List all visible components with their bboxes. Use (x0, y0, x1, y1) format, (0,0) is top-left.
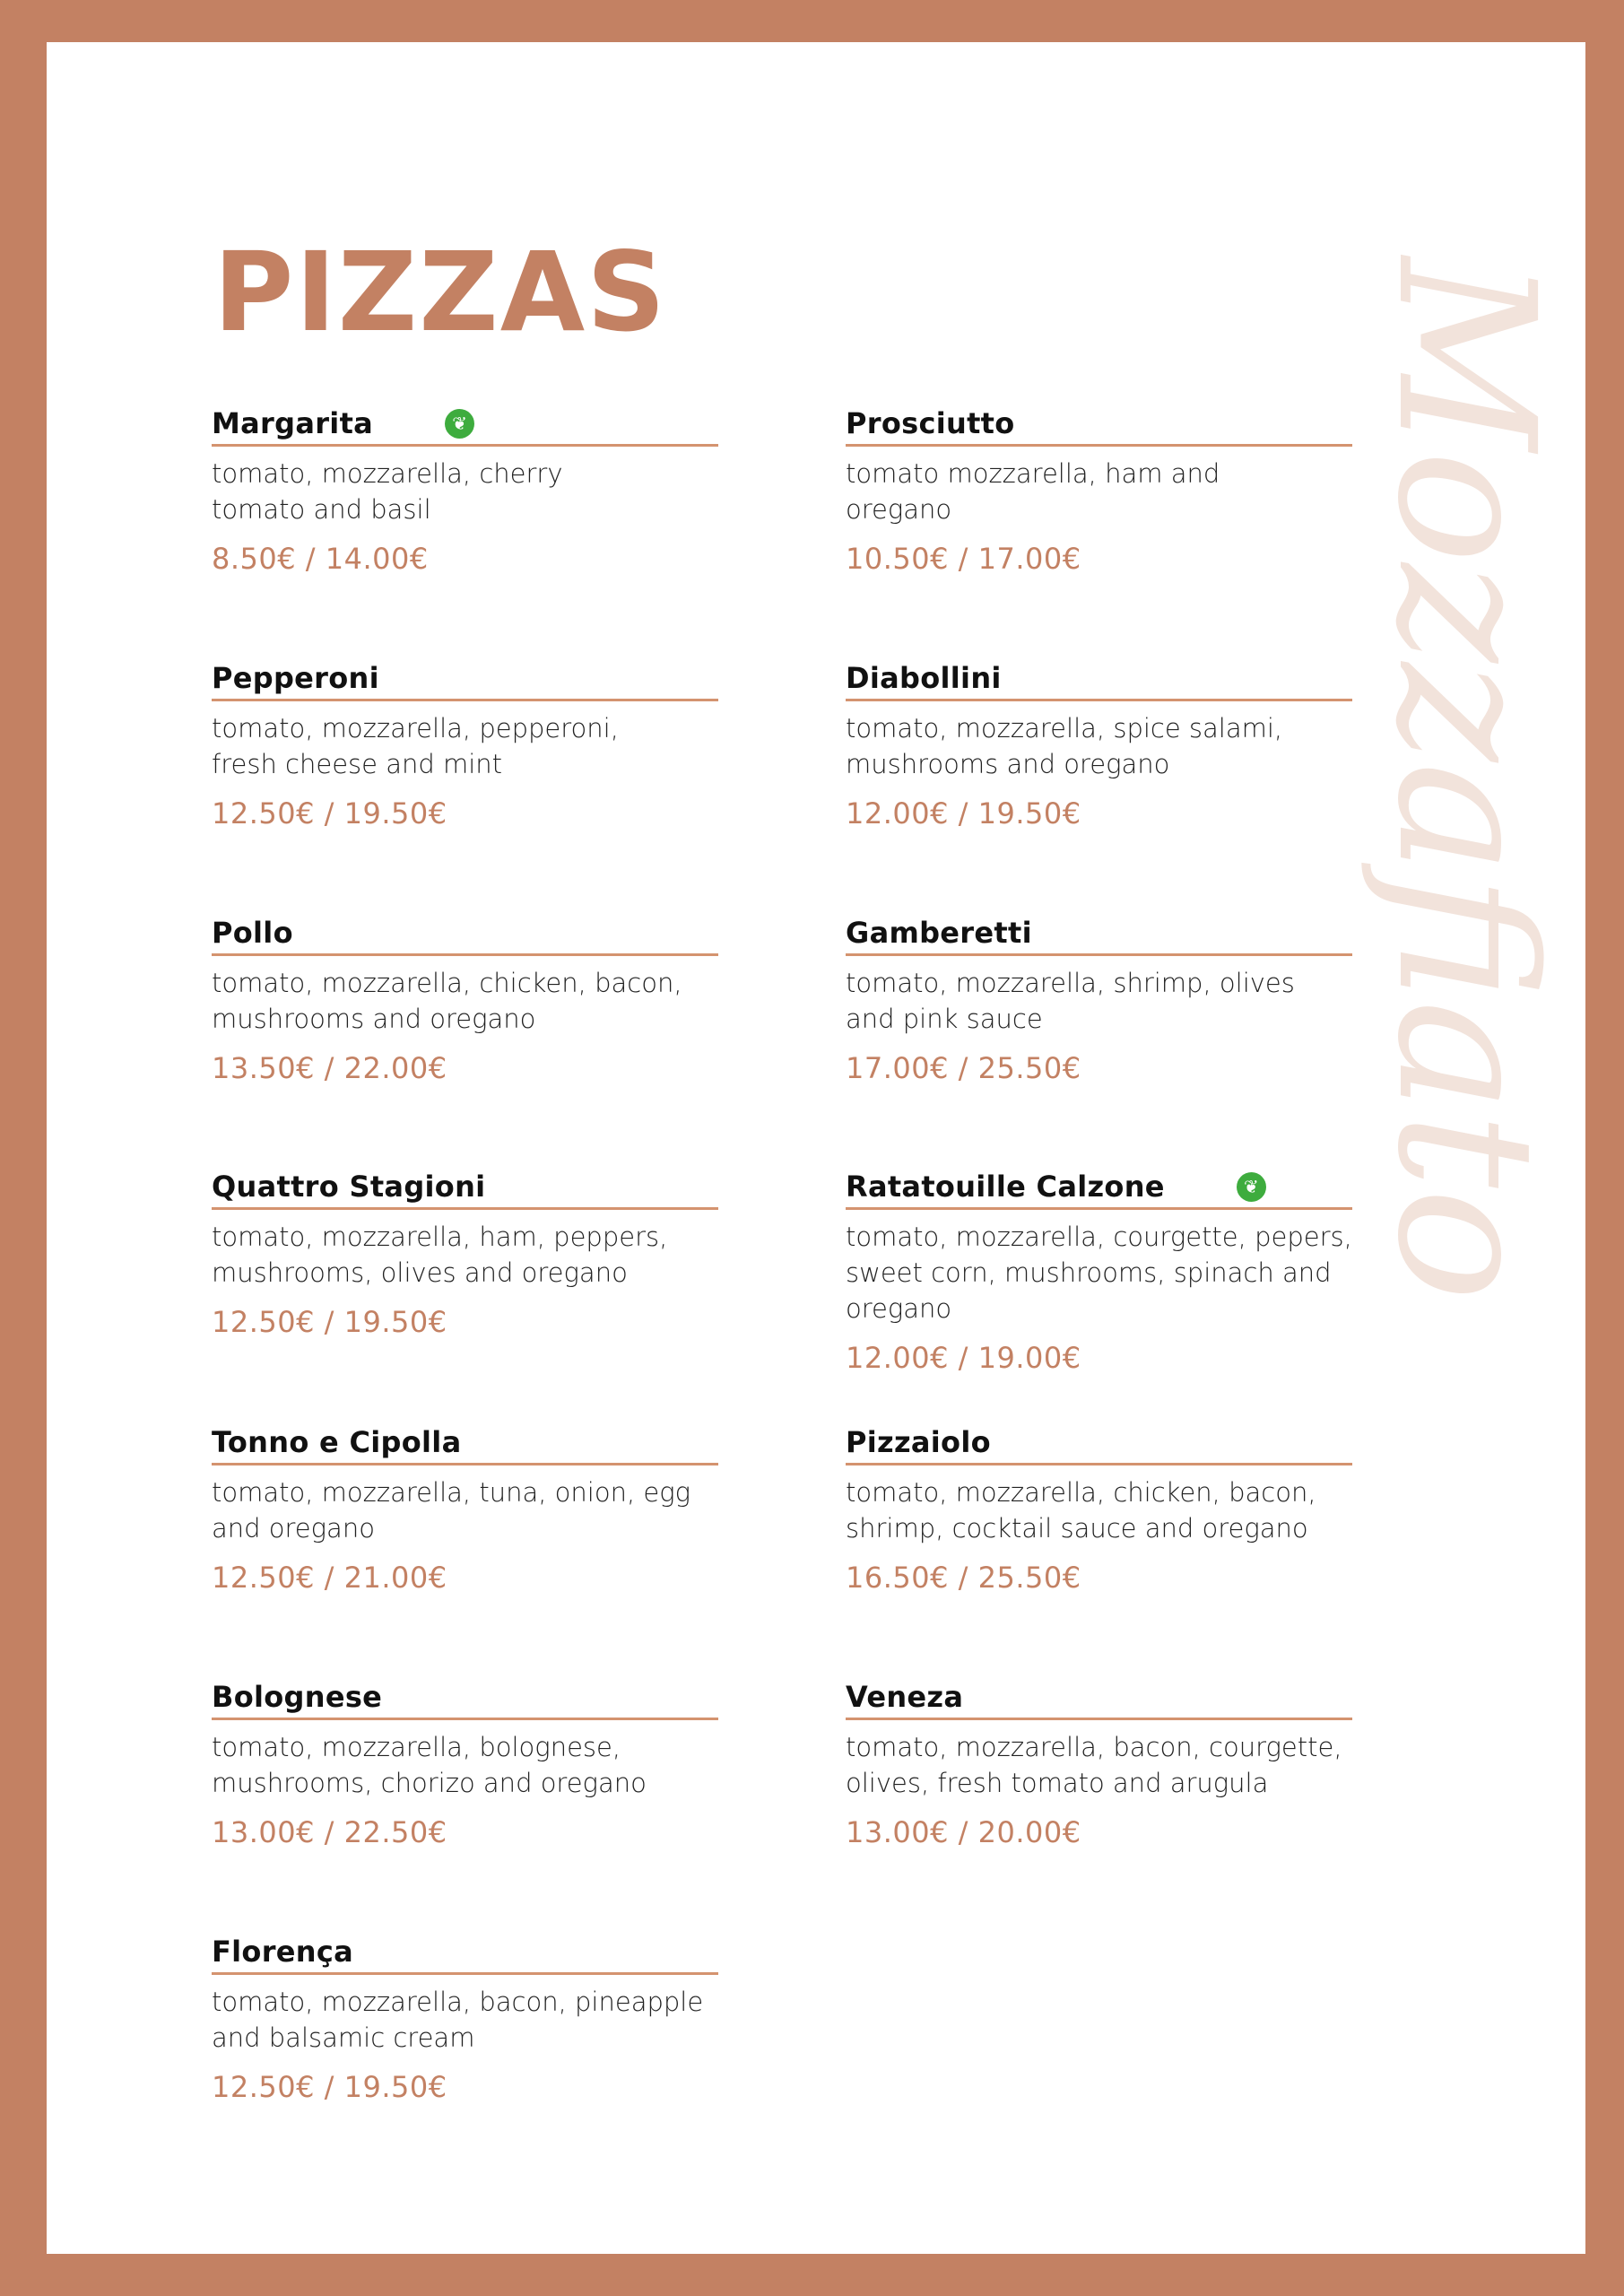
menu-item-header (212, 1678, 718, 1720)
menu-item-header (212, 1168, 718, 1210)
menu-item (212, 1678, 718, 1849)
menu-item-description: tomato, mozzarella, bacon, courgette, olives, fresh tomato and arugula (846, 1732, 1342, 1798)
menu-item (846, 1423, 1352, 1595)
menu-item-name: Pepperoni (212, 661, 379, 695)
menu-item (846, 659, 1352, 831)
menu-item-name: Ratatouille Calzone (846, 1170, 1165, 1204)
menu-item-price: 12.00€ / 19.00€ (846, 1341, 1081, 1375)
menu-item-description: tomato, mozzarella, bolognese, mushrooms, chorizo and oregano (212, 1732, 647, 1798)
menu-item-price: 8.50€ / 14.00€ (212, 542, 429, 576)
menu-item-header (212, 1933, 718, 1975)
menu-item-header (846, 1168, 1352, 1210)
leaf-icon: ❦ (1237, 1172, 1266, 1202)
menu-item-name: Diabollini (846, 661, 1002, 695)
menu-item-header (846, 914, 1352, 956)
menu-item-name: Margarita (212, 406, 374, 440)
menu-item-price: 13.50€ / 22.00€ (212, 1051, 447, 1085)
menu-item-description: tomato, mozzarella, shrimp, olives and pink sauce (846, 968, 1295, 1034)
menu-item-name: Bolognese (212, 1680, 383, 1714)
menu-item-price: 12.00€ / 19.50€ (846, 796, 1081, 831)
menu-item (846, 914, 1352, 1085)
menu-item-description: tomato, mozzarella, chicken, bacon, shrimp, cocktail sauce and oregano (846, 1477, 1316, 1544)
menu-item-description: tomato, mozzarella, chicken, bacon, mushrooms and oregano (212, 968, 682, 1034)
menu-item-name: Quattro Stagioni (212, 1170, 486, 1204)
menu-item-description: tomato, mozzarella, spice salami, mushrooms and oregano (846, 713, 1283, 779)
page-title: PIZZAS (213, 229, 668, 356)
menu-item-price: 12.50€ / 21.00€ (212, 1561, 447, 1595)
menu-item (212, 1168, 718, 1339)
menu-item-description: tomato, mozzarella, courgette, pepers, sweet corn, mushrooms, spinach and oregano (846, 1222, 1352, 1324)
menu-item-header (846, 1678, 1352, 1720)
menu-item-header (212, 404, 718, 447)
menu-item-description: tomato, mozzarella, bacon, pineapple and balsamic cream (212, 1987, 704, 2053)
menu-item-description: tomato, mozzarella, pepperoni, fresh cheese and mint (212, 713, 619, 779)
menu-item-name: Prosciutto (846, 406, 1015, 440)
menu-item-price: 13.00€ / 22.50€ (212, 1815, 447, 1849)
menu-item (846, 404, 1352, 576)
leaf-icon: ❦ (445, 409, 474, 439)
menu-item-price: 13.00€ / 20.00€ (846, 1815, 1081, 1849)
menu-item (212, 914, 718, 1085)
menu-item (846, 1678, 1352, 1849)
menu-page (47, 42, 1585, 2254)
menu-item-header (846, 1423, 1352, 1465)
menu-item-description: tomato, mozzarella, cherry tomato and basil (212, 458, 563, 525)
menu-item (212, 659, 718, 831)
menu-item-price: 16.50€ / 25.50€ (846, 1561, 1081, 1595)
menu-item-name: Gamberetti (846, 916, 1032, 950)
menu-item-name: Florença (212, 1935, 354, 1969)
menu-item-price: 17.00€ / 25.50€ (846, 1051, 1081, 1085)
menu-item-header (212, 1423, 718, 1465)
menu-item-header (846, 659, 1352, 701)
menu-item-price: 12.50€ / 19.50€ (212, 2070, 447, 2104)
menu-item-name: Pizzaiolo (846, 1425, 991, 1459)
menu-item (846, 1168, 1352, 1375)
menu-item-price: 12.50€ / 19.50€ (212, 796, 447, 831)
menu-item (212, 404, 718, 576)
menu-item (212, 1933, 718, 2104)
menu-item-name: Pollo (212, 916, 293, 950)
menu-item-price: 10.50€ / 17.00€ (846, 542, 1081, 576)
menu-item-header (212, 914, 718, 956)
menu-item-description: tomato mozzarella, ham and oregano (846, 458, 1220, 525)
menu-item (212, 1423, 718, 1595)
menu-item-header (846, 404, 1352, 447)
menu-item-description: tomato, mozzarella, ham, peppers, mushrooms, olives and oregano (212, 1222, 668, 1288)
menu-item-name: Tonno e Cipolla (212, 1425, 462, 1459)
menu-item-name: Veneza (846, 1680, 964, 1714)
menu-item-header (212, 659, 718, 701)
menu-item-description: tomato, mozzarella, tuna, onion, egg and oregano (212, 1477, 691, 1544)
brand-watermark: Mozzafiato (1356, 257, 1576, 1302)
menu-item-price: 12.50€ / 19.50€ (212, 1305, 447, 1339)
